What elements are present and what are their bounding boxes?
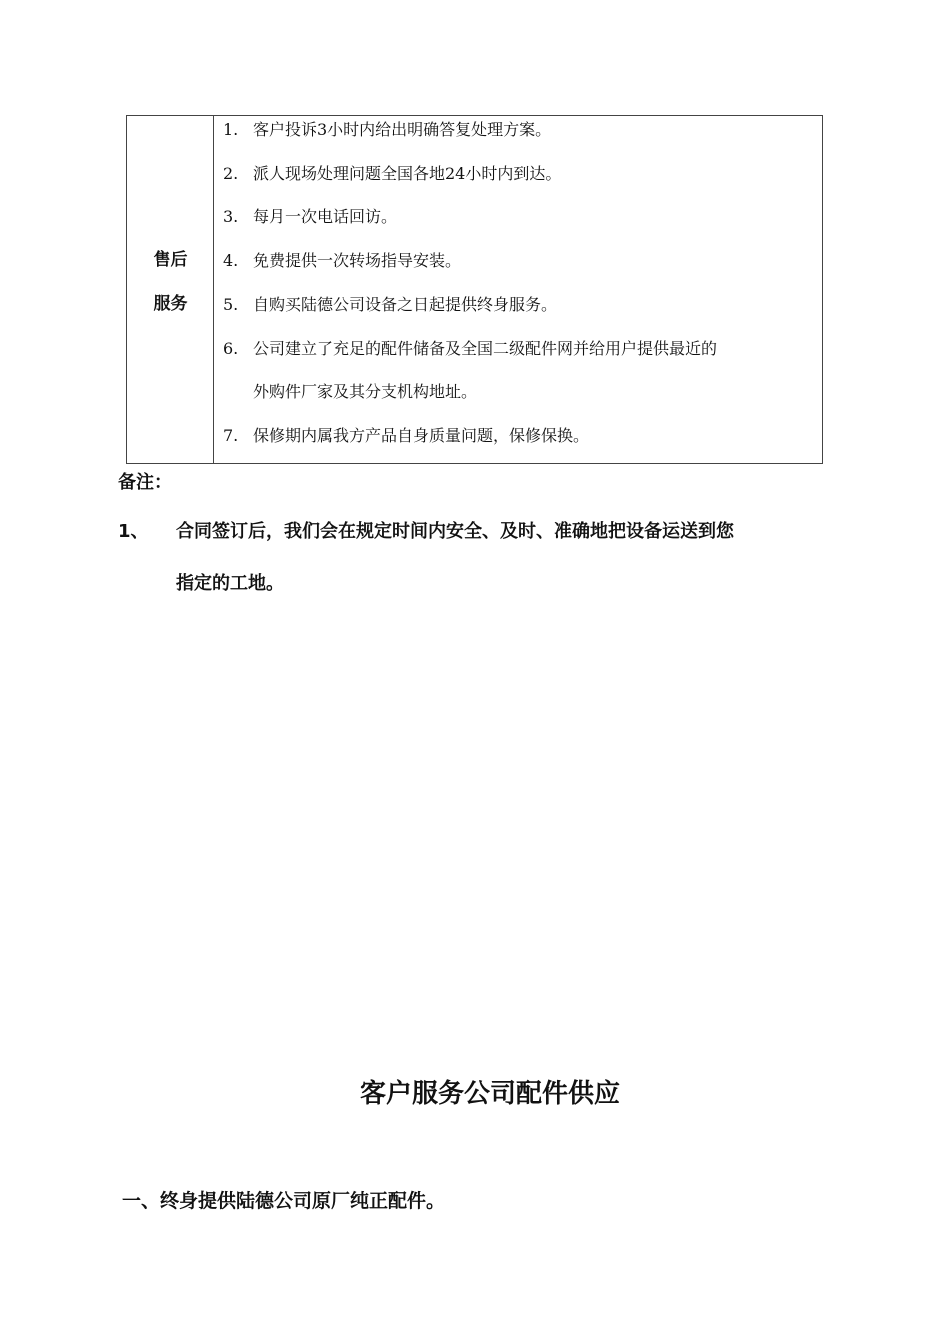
list-item-number: 4. bbox=[223, 251, 239, 270]
section-item-1: 一、终身提供陆德公司原厂纯正配件。 bbox=[122, 1190, 446, 1212]
remarks-title: 备注： bbox=[118, 472, 172, 493]
note-number: 1、 bbox=[118, 521, 149, 542]
note-text-line-1: 合同签订后，我们会在规定时间内安全、及时、准确地把设备运送到您 bbox=[176, 521, 734, 542]
list-item-number: 5. bbox=[223, 295, 239, 314]
after-sales-table bbox=[126, 115, 823, 464]
table-label-cell bbox=[127, 116, 214, 463]
list-item-number: 7. bbox=[223, 426, 239, 445]
list-item-text: 公司建立了充足的配件储备及全国二级配件网并给用户提供最近的 bbox=[253, 339, 718, 358]
list-item-text: 每月一次电话回访。 bbox=[253, 207, 398, 226]
list-item-number: 2. bbox=[223, 164, 239, 183]
list-item-text: 自购买陆德公司设备之日起提供终身服务。 bbox=[253, 295, 558, 314]
list-item-text: 派人现场处理问题全国各地24小时内到达。 bbox=[253, 164, 562, 183]
list-item-text: 客户投诉3小时内给出明确答复处理方案。 bbox=[253, 120, 552, 139]
section-title: 客户服务公司配件供应 bbox=[359, 1079, 620, 1109]
label-line-1: 售后 bbox=[153, 250, 188, 270]
list-item-number: 1. bbox=[223, 120, 239, 139]
list-item-text: 保修期内属我方产品自身质量问题，保修保换。 bbox=[253, 426, 590, 445]
note-text-line-2: 指定的工地。 bbox=[176, 573, 284, 594]
list-item-text: 免费提供一次转场指导安装。 bbox=[253, 251, 462, 270]
list-item-continuation: 外购件厂家及其分支机构地址。 bbox=[253, 382, 478, 401]
label-line-2: 服务 bbox=[153, 294, 188, 314]
list-item-number: 3. bbox=[223, 207, 239, 226]
list-item-number: 6. bbox=[223, 339, 239, 358]
